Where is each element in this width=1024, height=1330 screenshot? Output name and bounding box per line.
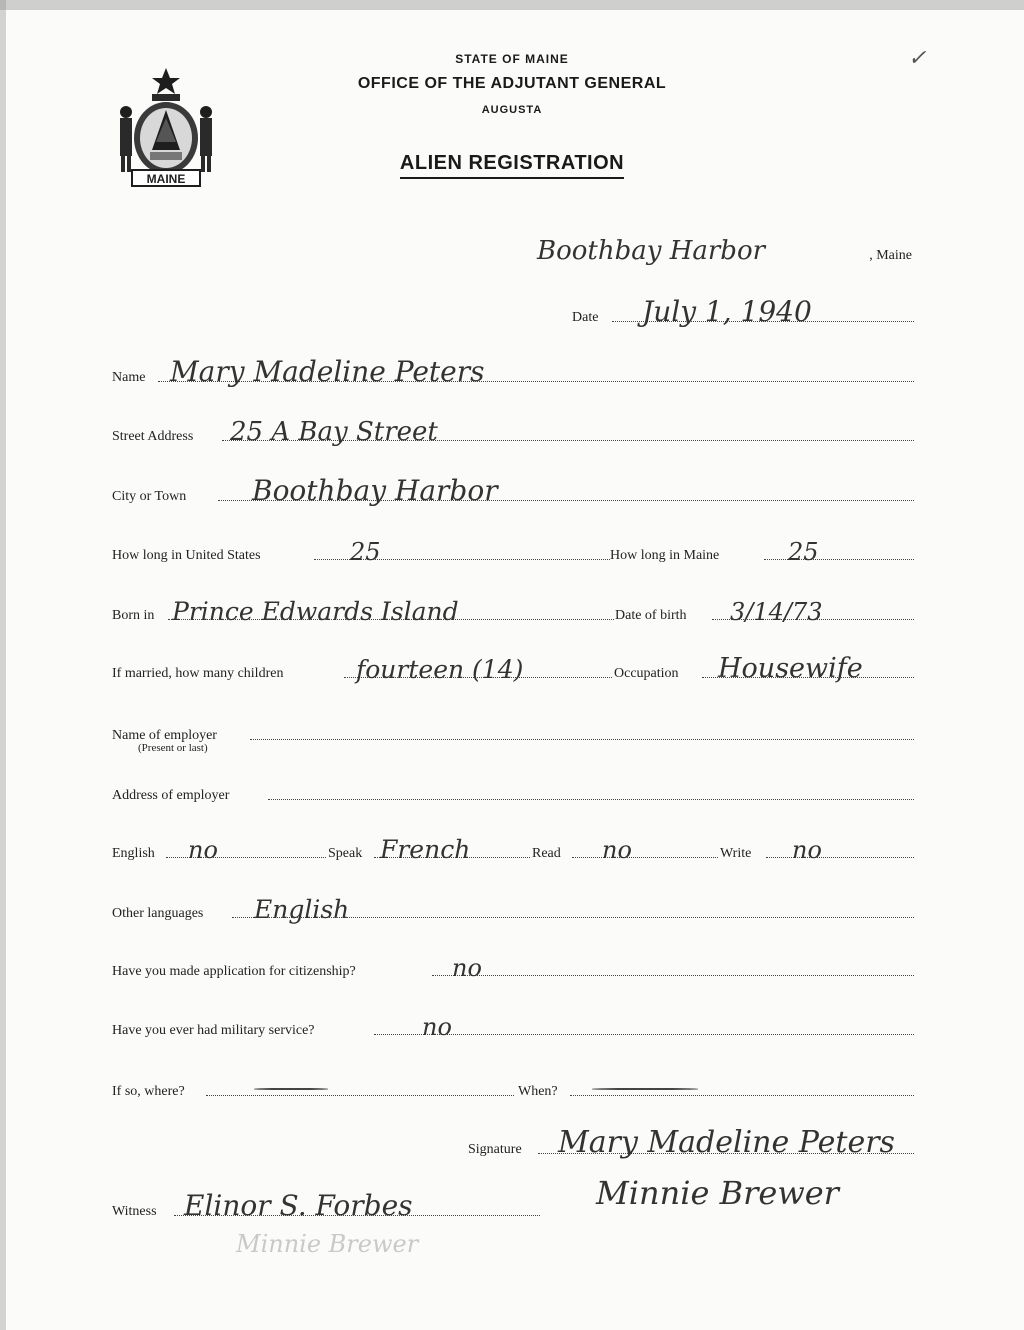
where-line xyxy=(206,1095,514,1096)
us-label: How long in United States xyxy=(112,548,261,563)
born-value: Prince Edwards Island xyxy=(172,597,459,626)
scan-edge-left xyxy=(0,0,6,1330)
speak-value: French xyxy=(380,835,471,864)
maine-line xyxy=(764,559,914,560)
read-label: Read xyxy=(532,846,561,861)
write-label: Write xyxy=(720,846,752,861)
employer-sublabel: (Present or last) xyxy=(138,742,208,754)
read-line xyxy=(572,857,718,858)
faint-signature: Minnie Brewer xyxy=(236,1230,419,1258)
children-label: If married, how many children xyxy=(112,666,284,681)
military-row xyxy=(112,1015,914,1039)
signature-row xyxy=(112,1125,914,1160)
employer-label: Name of employer xyxy=(112,728,217,743)
city-label: City or Town xyxy=(112,489,187,504)
dob-label: Date of birth xyxy=(615,608,687,623)
state-heading: STATE OF MAINE xyxy=(455,52,569,66)
form-title: ALIEN REGISTRATION xyxy=(0,152,1024,175)
residence-row xyxy=(112,540,914,564)
other-languages-value: English xyxy=(254,895,350,924)
english-label: English xyxy=(112,846,155,861)
place-suffix: , Maine xyxy=(869,248,912,263)
citizenship-row xyxy=(112,956,914,980)
service-row xyxy=(112,1076,914,1100)
dob-value: 3/14/73 xyxy=(730,598,823,626)
place-row xyxy=(112,236,914,266)
citizenship-label: Have you made application for citizenship? xyxy=(112,964,356,979)
write-line xyxy=(766,857,914,858)
name-row xyxy=(112,355,914,388)
read-value: no xyxy=(602,836,632,864)
maine-label: How long in Maine xyxy=(610,548,720,563)
signature-2-value: Minnie Brewer xyxy=(596,1174,839,1212)
military-value: no xyxy=(422,1013,452,1041)
street-value: 25 A Bay Street xyxy=(230,417,438,447)
date-label: Date xyxy=(572,310,599,325)
speak-label: Speak xyxy=(328,846,363,861)
employer-address-row xyxy=(112,780,914,804)
faint-row xyxy=(112,1232,914,1256)
write-value: no xyxy=(792,836,822,864)
office-heading: OFFICE OF THE ADJUTANT GENERAL xyxy=(357,75,667,92)
where-dash xyxy=(254,1088,328,1090)
svg-text:MAINE: MAINE xyxy=(146,172,186,186)
witness-label: Witness xyxy=(112,1204,157,1219)
date-value: July 1, 1940 xyxy=(642,295,812,328)
when-dash xyxy=(592,1088,698,1090)
where-label: If so, where? xyxy=(112,1084,185,1099)
name-value: Mary Madeline Peters xyxy=(170,355,485,388)
english-value: no xyxy=(188,836,218,864)
employer-address-label: Address of employer xyxy=(112,788,230,803)
check-mark: ✓ xyxy=(908,46,927,71)
occupation-label: Occupation xyxy=(614,666,679,681)
other-languages-row xyxy=(112,895,914,924)
language-row xyxy=(112,835,914,864)
military-line xyxy=(374,1034,914,1035)
witness-value: Elinor S. Forbes xyxy=(184,1189,413,1222)
born-label: Born in xyxy=(112,608,155,623)
street-row xyxy=(112,417,914,447)
other-languages-label: Other languages xyxy=(112,906,204,921)
signature-label: Signature xyxy=(468,1142,522,1157)
when-line xyxy=(570,1095,914,1096)
city-heading: AUGUSTA xyxy=(481,104,543,116)
maine-value: 25 xyxy=(788,538,819,566)
us-value: 25 xyxy=(350,538,381,566)
city-value: Boothbay Harbor xyxy=(252,474,498,507)
employer-row xyxy=(112,720,914,754)
citizenship-value: no xyxy=(452,954,482,982)
employer-address-line xyxy=(268,799,914,800)
place-value: Boothbay Harbor xyxy=(537,236,766,266)
family-row xyxy=(112,653,914,684)
street-label: Street Address xyxy=(112,429,194,444)
birth-row xyxy=(112,597,914,626)
when-label: When? xyxy=(518,1084,558,1099)
date-row xyxy=(112,295,914,328)
occupation-value: Housewife xyxy=(718,653,863,684)
employer-line xyxy=(250,739,914,740)
signature-value: Mary Madeline Peters xyxy=(558,1125,895,1160)
name-label: Name xyxy=(112,370,146,385)
military-label: Have you ever had military service? xyxy=(112,1023,315,1038)
children-value: fourteen (14) xyxy=(356,655,524,684)
citizenship-line xyxy=(432,975,914,976)
city-row xyxy=(112,474,914,507)
scan-edge-top xyxy=(0,0,1024,10)
